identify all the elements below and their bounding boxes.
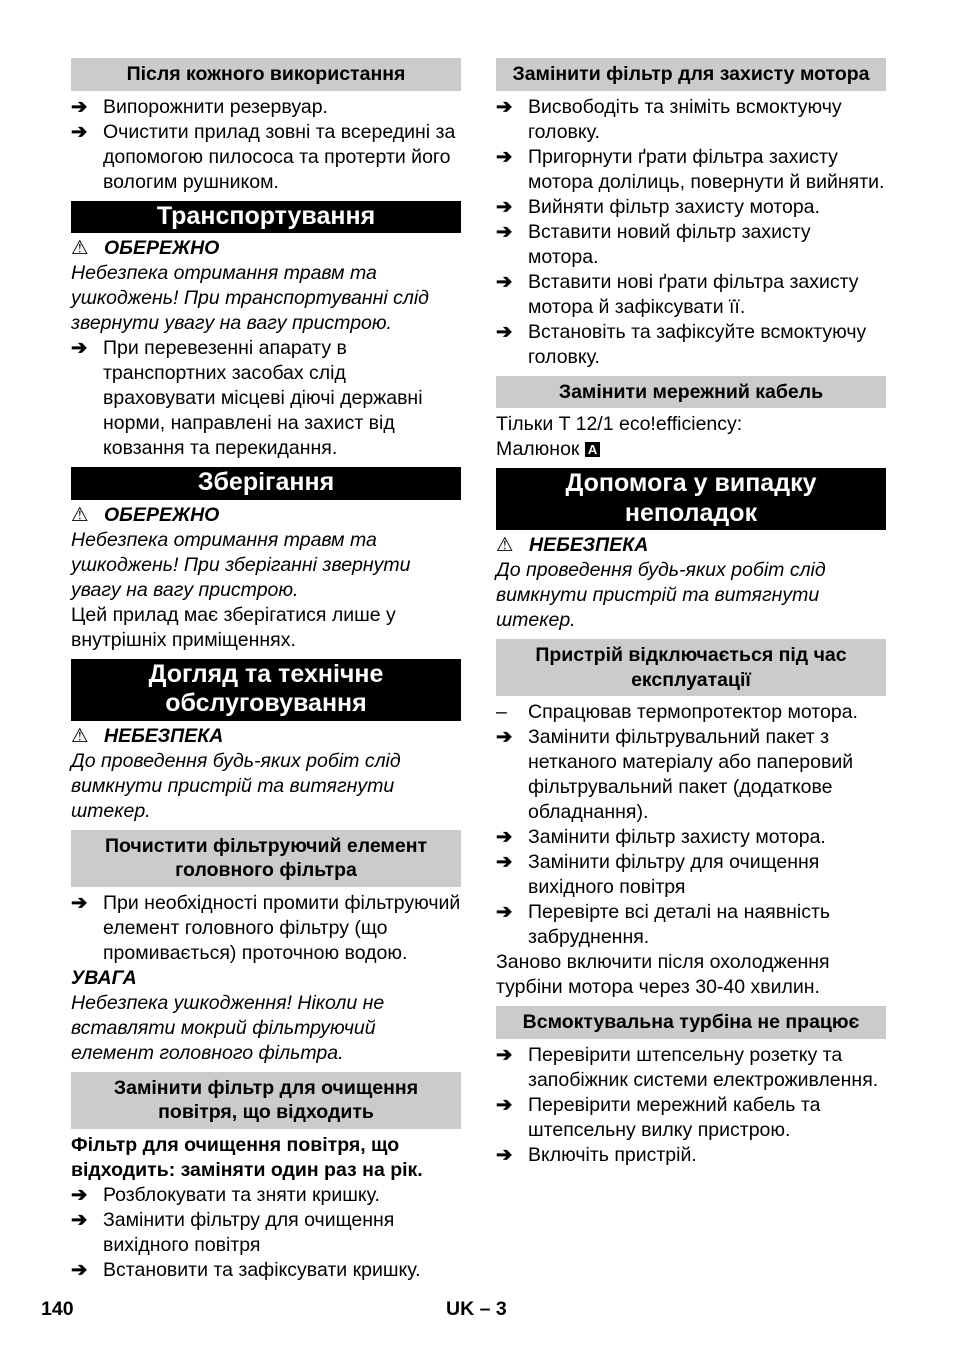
list-item: ➔ Вставити новий фільтр захисту мотора. [496, 220, 811, 268]
list-item: ➔ Замінити фільтрувальний пакет з нетканого матеріалу або паперовий фільтрувальний пакет (додаткове обладнання). [496, 726, 854, 823]
page-number: 140 [41, 1298, 74, 1320]
arrow-icon: ➔ [71, 1183, 88, 1206]
danger-text: До проведення будь-яких робіт слід вимкнути пристрій та витягнути штекер. [496, 559, 826, 631]
section-heading-after-use: Після кожного використання [71, 58, 461, 91]
arrow-icon: ➔ [71, 891, 88, 914]
arrow-icon: ➔ [71, 337, 88, 359]
transport-list [71, 336, 461, 461]
caution-title: ⚠ ОБЕРЕЖНО [71, 503, 220, 526]
list-item: ➔ Пригорнути ґрати фільтра захисту мотора долілиць, повернути й вийняти. [496, 145, 885, 193]
arrow-icon: ➔ [496, 1093, 513, 1116]
exhaust-filter-note: Фільтр для очищення повітря, що відходить: заміняти один раз на рік. [71, 1133, 423, 1181]
list-item: ➔ Включіть пристрій. [496, 1143, 697, 1166]
arrow-icon: ➔ [496, 1143, 513, 1166]
dash-icon: – [496, 701, 507, 723]
list-item: ➔ Встановити та зафіксувати кришку. [71, 1258, 421, 1281]
arrow-icon: ➔ [496, 195, 513, 218]
warning-icon: ⚠ [71, 724, 89, 747]
section-heading-care: Догляд та технічне обслуговування [71, 659, 461, 721]
arrow-icon: ➔ [496, 726, 513, 748]
arrow-icon: ➔ [71, 1258, 88, 1281]
list-item: ➔ Висвободіть та зніміть всмоктуючу головку. [496, 95, 842, 143]
arrow-icon: ➔ [496, 901, 513, 923]
arrow-icon: ➔ [71, 1208, 88, 1231]
shutoff-list [496, 700, 886, 950]
arrow-icon: ➔ [496, 320, 513, 343]
left-column [71, 58, 461, 1283]
storage-text: Цей прилад має зберігатися лише у внутрішніх приміщеннях. [71, 603, 396, 651]
section-heading-motor-filter: Замінити фільтр для захисту мотора [496, 58, 886, 91]
danger-title: ⚠ НЕБЕЗПЕКА [71, 724, 224, 747]
arrow-icon: ➔ [496, 145, 513, 168]
caution-title: ⚠ ОБЕРЕЖНО [71, 237, 220, 259]
after-use-list [71, 95, 461, 195]
list-item: ➔ Замінити фільтру для очищення вихідного повітря [496, 851, 820, 898]
section-heading-storage: Зберігання [71, 467, 461, 500]
list-item: – Спрацював термопротектор мотора. [496, 701, 858, 723]
caution-text: Небезпека отримання травм та ушкоджень! При зберіганні звернути увагу на вагу пристрою. [71, 528, 411, 601]
restart-text: Заново включити після охолодження турбіни мотора через 30-40 хвилин. [496, 951, 830, 998]
caution-text: Небезпека отримання травм та ушкоджень! При транспортуванні слід звернути увагу на вагу пристрою. [71, 262, 429, 334]
section-heading-shutoff: Пристрій відключається під час експлуатації [496, 639, 886, 696]
list-item: ➔ Перевірте всі деталі на наявність забруднення. [496, 901, 831, 948]
list-item: ➔ Випорожнити резервуар. [71, 95, 328, 118]
section-heading-turbine: Всмоктувальна турбіна не працює [496, 1006, 886, 1039]
turbine-list [496, 1043, 886, 1168]
section-heading-troubleshooting: Допомога у випадку неполадок [496, 468, 886, 530]
arrow-icon: ➔ [496, 826, 513, 848]
notice-title: УВАГА [71, 966, 137, 989]
cable-model-text: Тільки T 12/1 eco!efficiency: [496, 413, 743, 435]
warning-icon: ⚠ [496, 534, 514, 556]
motor-filter-list [496, 95, 886, 370]
arrow-icon: ➔ [496, 220, 513, 243]
exhaust-filter-list [71, 1183, 461, 1283]
arrow-icon: ➔ [496, 1043, 513, 1066]
list-item: ➔ При необхідності промити фільтруючий елемент головного фільтру (що промивається) проточною водою. [71, 891, 461, 964]
arrow-icon: ➔ [71, 95, 88, 118]
list-item: ➔ Перевірити мережний кабель та штепсельну вилку пристрою. [496, 1093, 821, 1141]
list-item: ➔ При перевезенні апарату в транспортних засобах слід враховувати місцеві діючі державні норми, направлені на захист від ковзання та перекидання. [71, 337, 423, 459]
list-item: ➔ Розблокувати та зняти кришку. [71, 1183, 380, 1206]
arrow-icon: ➔ [496, 851, 513, 873]
list-item: ➔ Замінити фільтру для очищення вихідного повітря [71, 1208, 395, 1256]
section-heading-cable: Замінити мережний кабель [496, 376, 886, 409]
right-column [496, 58, 886, 1168]
warning-icon: ⚠ [71, 237, 89, 259]
warning-icon: ⚠ [71, 503, 89, 526]
section-heading-transport: Транспортування [71, 201, 461, 234]
list-item: ➔ Замінити фільтр захисту мотора. [496, 826, 826, 848]
list-item: ➔ Очистити прилад зовні та всередині за допомогою пилососа та протерти його вологим рушником. [71, 120, 456, 193]
arrow-icon: ➔ [71, 120, 88, 143]
clean-filter-list [71, 891, 461, 966]
notice-text: Небезпека ушкодження! Ніколи не вставляти мокрий фільтруючий елемент головного фільтра. [71, 991, 385, 1064]
list-item: ➔ Перевірити штепсельну розетку та запобіжник системи електроживлення. [496, 1043, 879, 1091]
cable-figure-ref: Малюнок A [496, 437, 886, 462]
section-heading-clean-filter: Почистити фільтруючий елемент головного фільтра [71, 830, 461, 887]
arrow-icon: ➔ [496, 270, 513, 293]
danger-title: ⚠ НЕБЕЗПЕКА [496, 534, 649, 556]
arrow-icon: ➔ [496, 95, 513, 118]
list-item: ➔ Вийняти фільтр захисту мотора. [496, 195, 820, 218]
figure-badge: A [585, 442, 600, 457]
section-heading-exhaust-filter: Замінити фільтр для очищення повітря, що відходить [71, 1072, 461, 1129]
list-item: ➔ Встановіть та зафіксуйте всмоктуючу головку. [496, 320, 867, 368]
section-label: UK – 3 [446, 1298, 507, 1320]
danger-text: До проведення будь-яких робіт слід вимкнути пристрій та витягнути штекер. [71, 749, 401, 822]
list-item: ➔ Вставити нові ґрати фільтра захисту мотора й зафіксувати її. [496, 270, 859, 318]
